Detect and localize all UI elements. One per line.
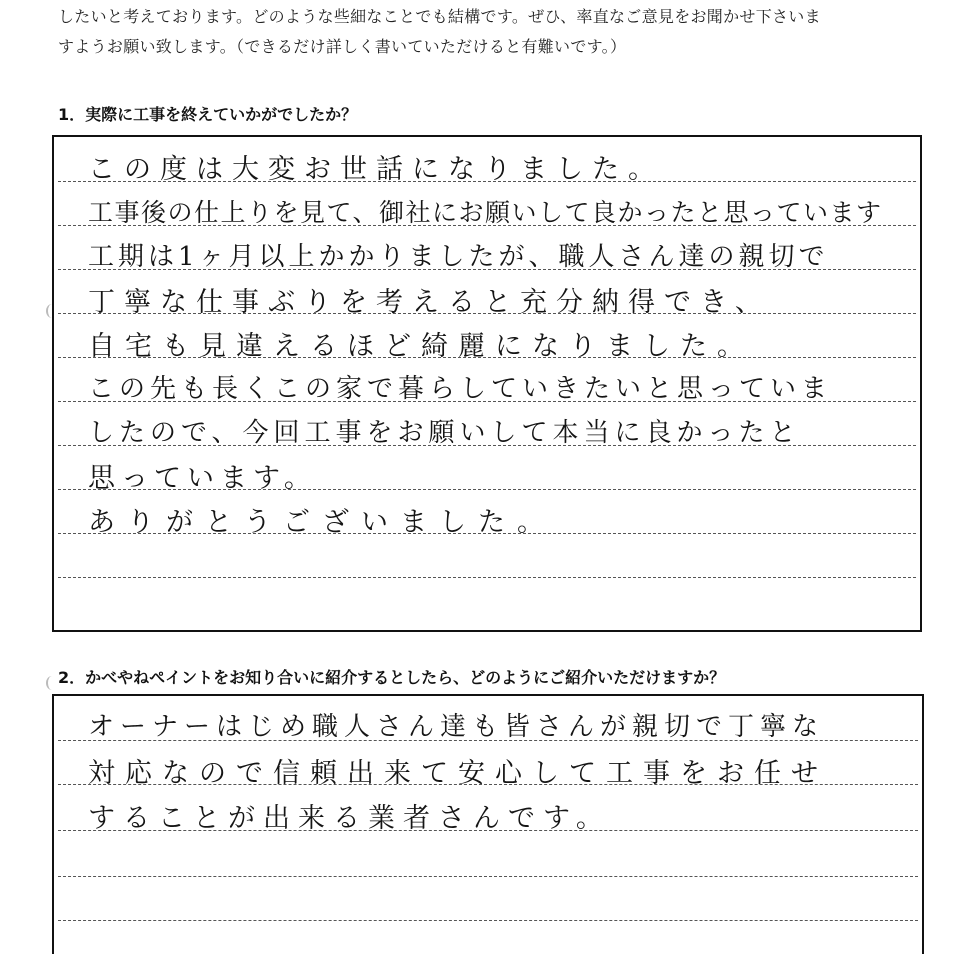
ruled-line — [58, 920, 918, 921]
intro-line-1: したいと考えております。どのような些細なことでも結構です。ぜひ、率直なご意見をお聞かせ下さいま — [58, 7, 821, 26]
answer-1-line-7: したので、今回工事をお願いして本当に良かったと — [88, 418, 801, 448]
answer-2-line-2: 対応なので信頼出来て安心して工事をお任せ — [88, 758, 828, 789]
answer-1-line-4: 丁寧な仕事ぶりを考えると充分納得でき、 — [88, 287, 771, 318]
ruled-line — [58, 876, 918, 877]
answer-1-line-5: 自宅も見違えるほど綺麗になりました。 — [88, 331, 754, 362]
answer-1-line-2: 工事後の仕上りを見て、御社にお願いして良かったと思っています — [88, 198, 883, 227]
question-1-answer-box — [52, 135, 922, 632]
question-2-answer-box — [52, 694, 924, 954]
scan-speck — [46, 304, 58, 318]
answer-1-line-1: この度は大変お世話になりました。 — [88, 154, 664, 185]
answer-1-line-3: 工期は1ヶ月以上かかりましたが、職人さん達の親切で — [88, 242, 829, 272]
answer-1-line-6: この先も長くこの家で暮らしていきたいと思っていま — [88, 374, 833, 404]
answer-2-line-3: することが出来る業者さんです。 — [88, 803, 611, 834]
intro-text — [58, 2, 958, 62]
ruled-line — [58, 577, 916, 578]
intro-line-2: すようお願い致します。（できるだけ詳しく書いていただけると有難いです。） — [58, 37, 627, 56]
question-1-title: 1．実際に工事を終えていかがでしたか？ — [58, 105, 358, 124]
answer-1-line-9: ありがとうございました。 — [88, 507, 556, 538]
answer-2-line-1: オーナーはじめ職人さん達も皆さんが親切で丁寧な — [88, 712, 825, 742]
answer-1-line-8: 思っています。 — [88, 463, 317, 494]
question-2-title: 2．かべやねペイントをお知り合いに紹介するとしたら、どのようにご紹介いただけますか？ — [58, 668, 726, 687]
scan-speck — [46, 676, 58, 690]
